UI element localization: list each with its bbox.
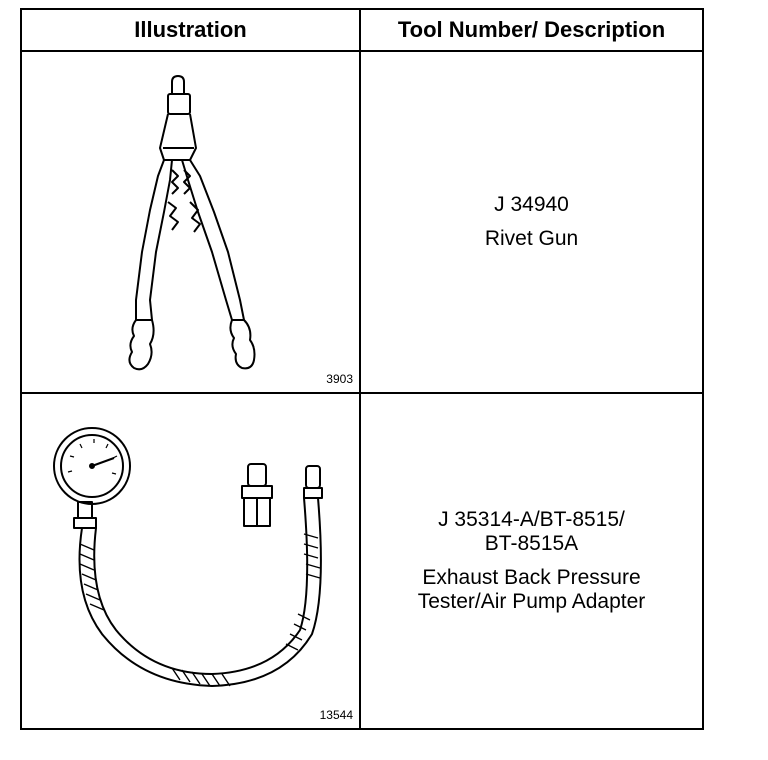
pressure-tester-illustration (22, 394, 359, 728)
tool-number-line2: BT-8515A (484, 532, 579, 555)
tool-description-line2: Tester/Air Pump Adapter (417, 590, 646, 613)
pressure-tester-illustration-cell (22, 394, 359, 728)
figure-code: 13544 (319, 708, 353, 722)
figure-code: 3903 (326, 372, 353, 386)
rivet-gun-illustration-cell (22, 52, 359, 392)
header-tool-number-description: Tool Number/ Description (397, 17, 666, 42)
tool-table (20, 8, 704, 730)
tool-description-line1: Exhaust Back Pressure (422, 566, 641, 589)
header-illustration: Illustration (134, 17, 247, 42)
rivet-gun-description-cell (361, 52, 702, 392)
tool-description: Rivet Gun (484, 227, 579, 250)
tool-number: J 34940 (494, 193, 569, 216)
rivet-gun-illustration (22, 52, 359, 392)
tool-number-line1: J 35314-A/BT-8515/ (438, 508, 625, 531)
pressure-tester-description-cell (361, 394, 702, 728)
